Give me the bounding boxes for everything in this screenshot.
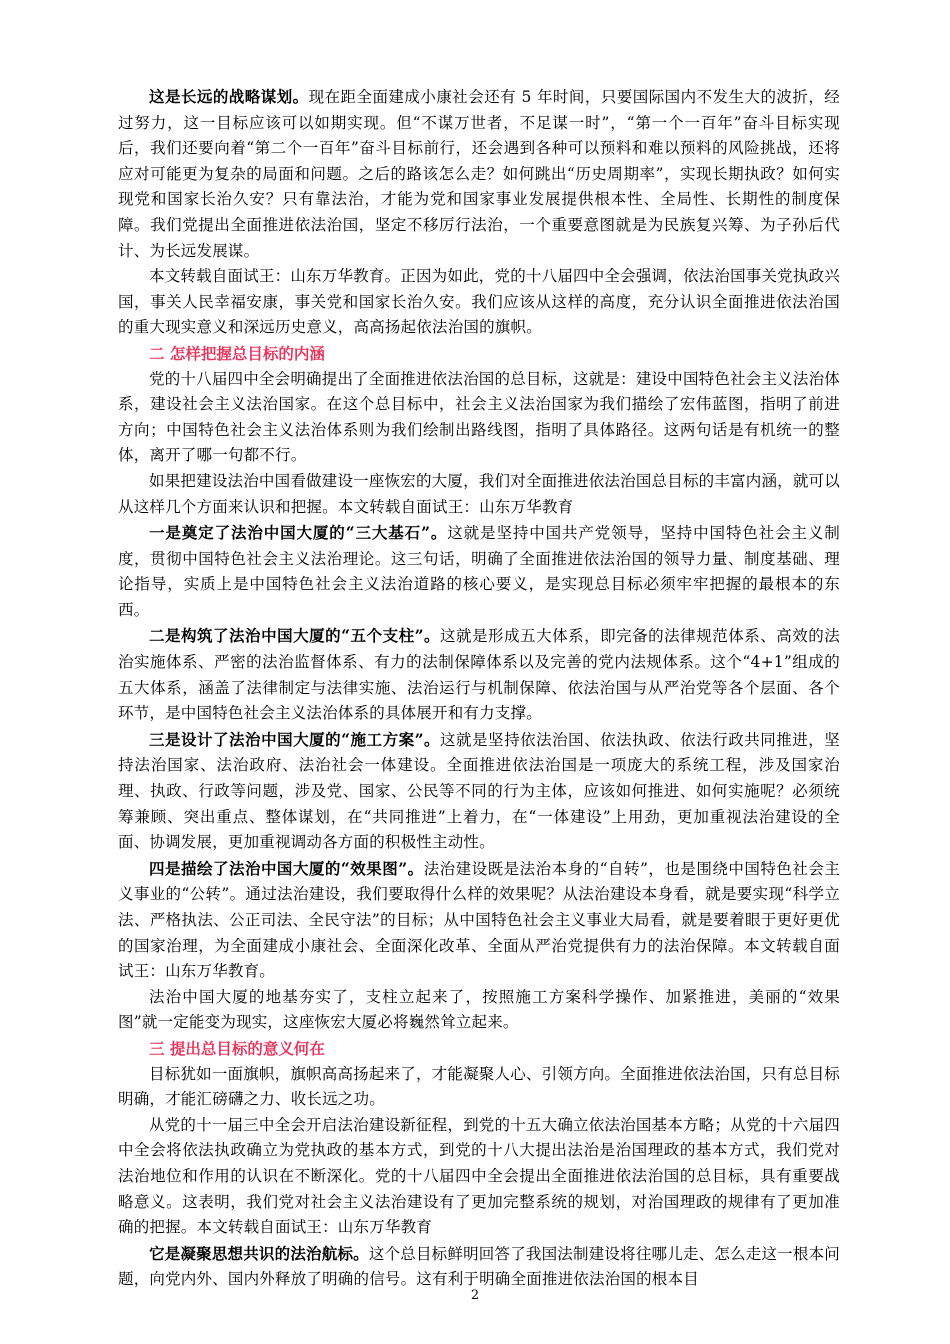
paragraph-lead: 四是描绘了法治中国大厦的“效果图”。 [149, 858, 424, 878]
paragraph-construction-plan [118, 727, 840, 856]
section-heading-2: 二 怎样把握总目标的内涵 [149, 343, 325, 363]
paragraph-text: 法治建设既是法治本身的“自转”，也是围绕中国特色社会主义事业的“公转”。通过法治建设，我们要取得什么样的效果呢？从法治建设本身看，就是要实现“科学立法、严格执法、公正司法、全民守法”的目标；从中国特色社会主义事业大局看，就是要着眼于更好更优的国家治理，为全面建成小康社会、全面深化改革、全面从严治党提供有力的法治保障。本文转载自面试王：山东万华教育。 [118, 859, 841, 981]
paragraph-text: 目标犹如一面旗帜，旗帜高高扬起来了，才能凝聚人心、引领方向。全面推进依法治国，只有总目标明确，才能汇磅礴之力、收长远之功。 [118, 1064, 840, 1109]
paragraph-text: 这就是坚持中国共产党领导，坚持中国特色社会主义制度，贯彻中国特色社会主义法治理论。这三句话，明确了全面推进依法治国的领导力量、制度基础、理论指导，实质上是中国特色社会主义法治道路的核心要义，是实现总目标必须牢牢把握的最根本的东西。 [118, 524, 840, 619]
paragraph-text: 党的十八届四中全会明确提出了全面推进依法治国的总目标，这就是：建设中国特色社会主义法治体系，建设社会主义法治国家。在这个总目标中，社会主义法治国家为我们描绘了宏伟蓝图，指明了前进方向；中国特色社会主义法治体系则为我们绘制出路线图，指明了具体路径。这两句话是有机统一的整体，离开了哪一句都不行。 [118, 369, 840, 465]
paragraph-text: 法治中国大厦的地基夯实了，支柱立起来了，按照施工方案科学操作、加紧推进，美丽的“效果图”就一定能变为现实，这座恢宏大厦必将巍然耸立起来。 [118, 987, 840, 1032]
paragraph-lead: 一是奠定了法治中国大厦的“三大基石”。 [149, 523, 448, 543]
page-number: 2 [470, 1288, 480, 1303]
paragraph-beacon [118, 1241, 840, 1293]
section-heading-3: 三 提出总目标的意义何在 [149, 1038, 325, 1058]
paragraph-history [118, 1113, 840, 1241]
paragraph-building-metaphor [118, 469, 840, 520]
paragraph-text: 现在距全面建成小康社会还有 5 年时间，只要国际国内不发生大的波折，经过努力，这一目标应该可以如期实现。但“不谋万世者，不足谋一时”，“第一个一百年”奋斗目标实现后，我们还要向着“第二个一百年”奋斗目标前行，还会遇到各种可以预料和难以预料的风险挑战，还将应对可能更为复杂的局面和问题。之后的路该怎么走？如何跳出“历史周期率”，实现长期执政？如何实现党和国家长治久安？只有靠法治，才能为党和国家事业发展提供根本性、全局性、长期性的制度保障。我们党提出全面推进依法治国，坚定不移厉行法治，一个重要意图就是为民族复兴筹、为子孙后代计、为长远发展谋。 [118, 88, 840, 260]
paragraph-five-pillars [118, 623, 840, 726]
paragraph-lead: 三是设计了法治中国大厦的“施工方案”。 [149, 729, 441, 749]
paragraph-text: 这就是坚持依法治国、依法执政、依法行政共同推进，坚持法治国家、法治政府、法治社会一体建设。全面推进依法治国是一项庞大的系统工程，涉及国家治理、执政、行政等问题，涉及党、国家、公民等不同的行为主体，应该如何推进、如何实施呢？必须统筹兼顾、突出重点、整体谋划，在“共同推进”上着力，在“一体建设”上用劲，更加重视法治建设的全面、协调发展，更加重视调动各方面的积极性主动性。 [118, 730, 840, 852]
paragraph-three-cornerstones [118, 520, 840, 623]
paragraph-text: 这个总目标鲜明回答了我国法制建设将往哪儿走、怎么走这一根本问题，向党内外、国内外释放了明确的信号。这有利于明确全面推进依法治国的根本目 [118, 1244, 840, 1289]
paragraph-goal-banner [118, 1062, 840, 1113]
paragraph-overall-goal [118, 367, 840, 469]
paragraph-text: 这就是形成五大体系，即完备的法律规范体系、高效的法治实施体系、严密的法治监督体系、有力的法制保障体系以及完善的党内法规体系。这个“4+1”组成的五大体系，涵盖了法律制定与法律实施、法治运行与机制保障、依法治国与从严治党等各个层面、各个环节，是中国特色社会主义法治体系的具体展开和有力支撑。 [118, 627, 840, 723]
paragraph-text: 从党的十一届三中全会开启法治建设新征程，到党的十五大确立依法治国基本方略；从党的十六届四中全会将依法执政确立为党执政的基本方式，到党的十八大提出法治是治国理政的基本方式，我们党对法治地位和作用的认识在不断深化。党的十八届四中全会提出全面推进依法治国的总目标，具有重要战略意义。这表明，我们党对社会主义法治建设有了更加完整系统的规划，对治国理政的规律有了更加准确的把握。本文转载自面试王：山东万华教育 [118, 1115, 840, 1237]
paragraph-reprint-note [118, 264, 840, 341]
document-page [118, 84, 840, 1293]
paragraph-lead: 这是长远的战略谋划。 [149, 87, 309, 106]
paragraph-rendering [118, 856, 840, 985]
paragraph-text: 本文转载自面试王：山东万华教育。正因为如此，党的十八届四中全会强调，依法治国事关党执政兴国，事关人民幸福安康，事关党和国家长治久安。我们应该从这样的高度，充分认识全面推进依法治国的重大现实意义和深远历史意义，高高扬起依法治国的旗帜。 [118, 267, 840, 337]
paragraph-lead: 二是构筑了法治中国大厦的“五个支柱”。 [149, 626, 441, 646]
paragraph-lead: 它是凝聚思想共识的法治航标。 [149, 1243, 369, 1263]
paragraph-strategic-plan [118, 84, 840, 264]
paragraph-foundation-complete [118, 985, 840, 1036]
paragraph-text: 如果把建设法治中国看做建设一座恢宏的大厦，我们对全面推进依法治国总目标的丰富内涵，就可以从这样几个方面来认识和把握。本文转载自面试王：山东万华教育 [118, 471, 840, 516]
